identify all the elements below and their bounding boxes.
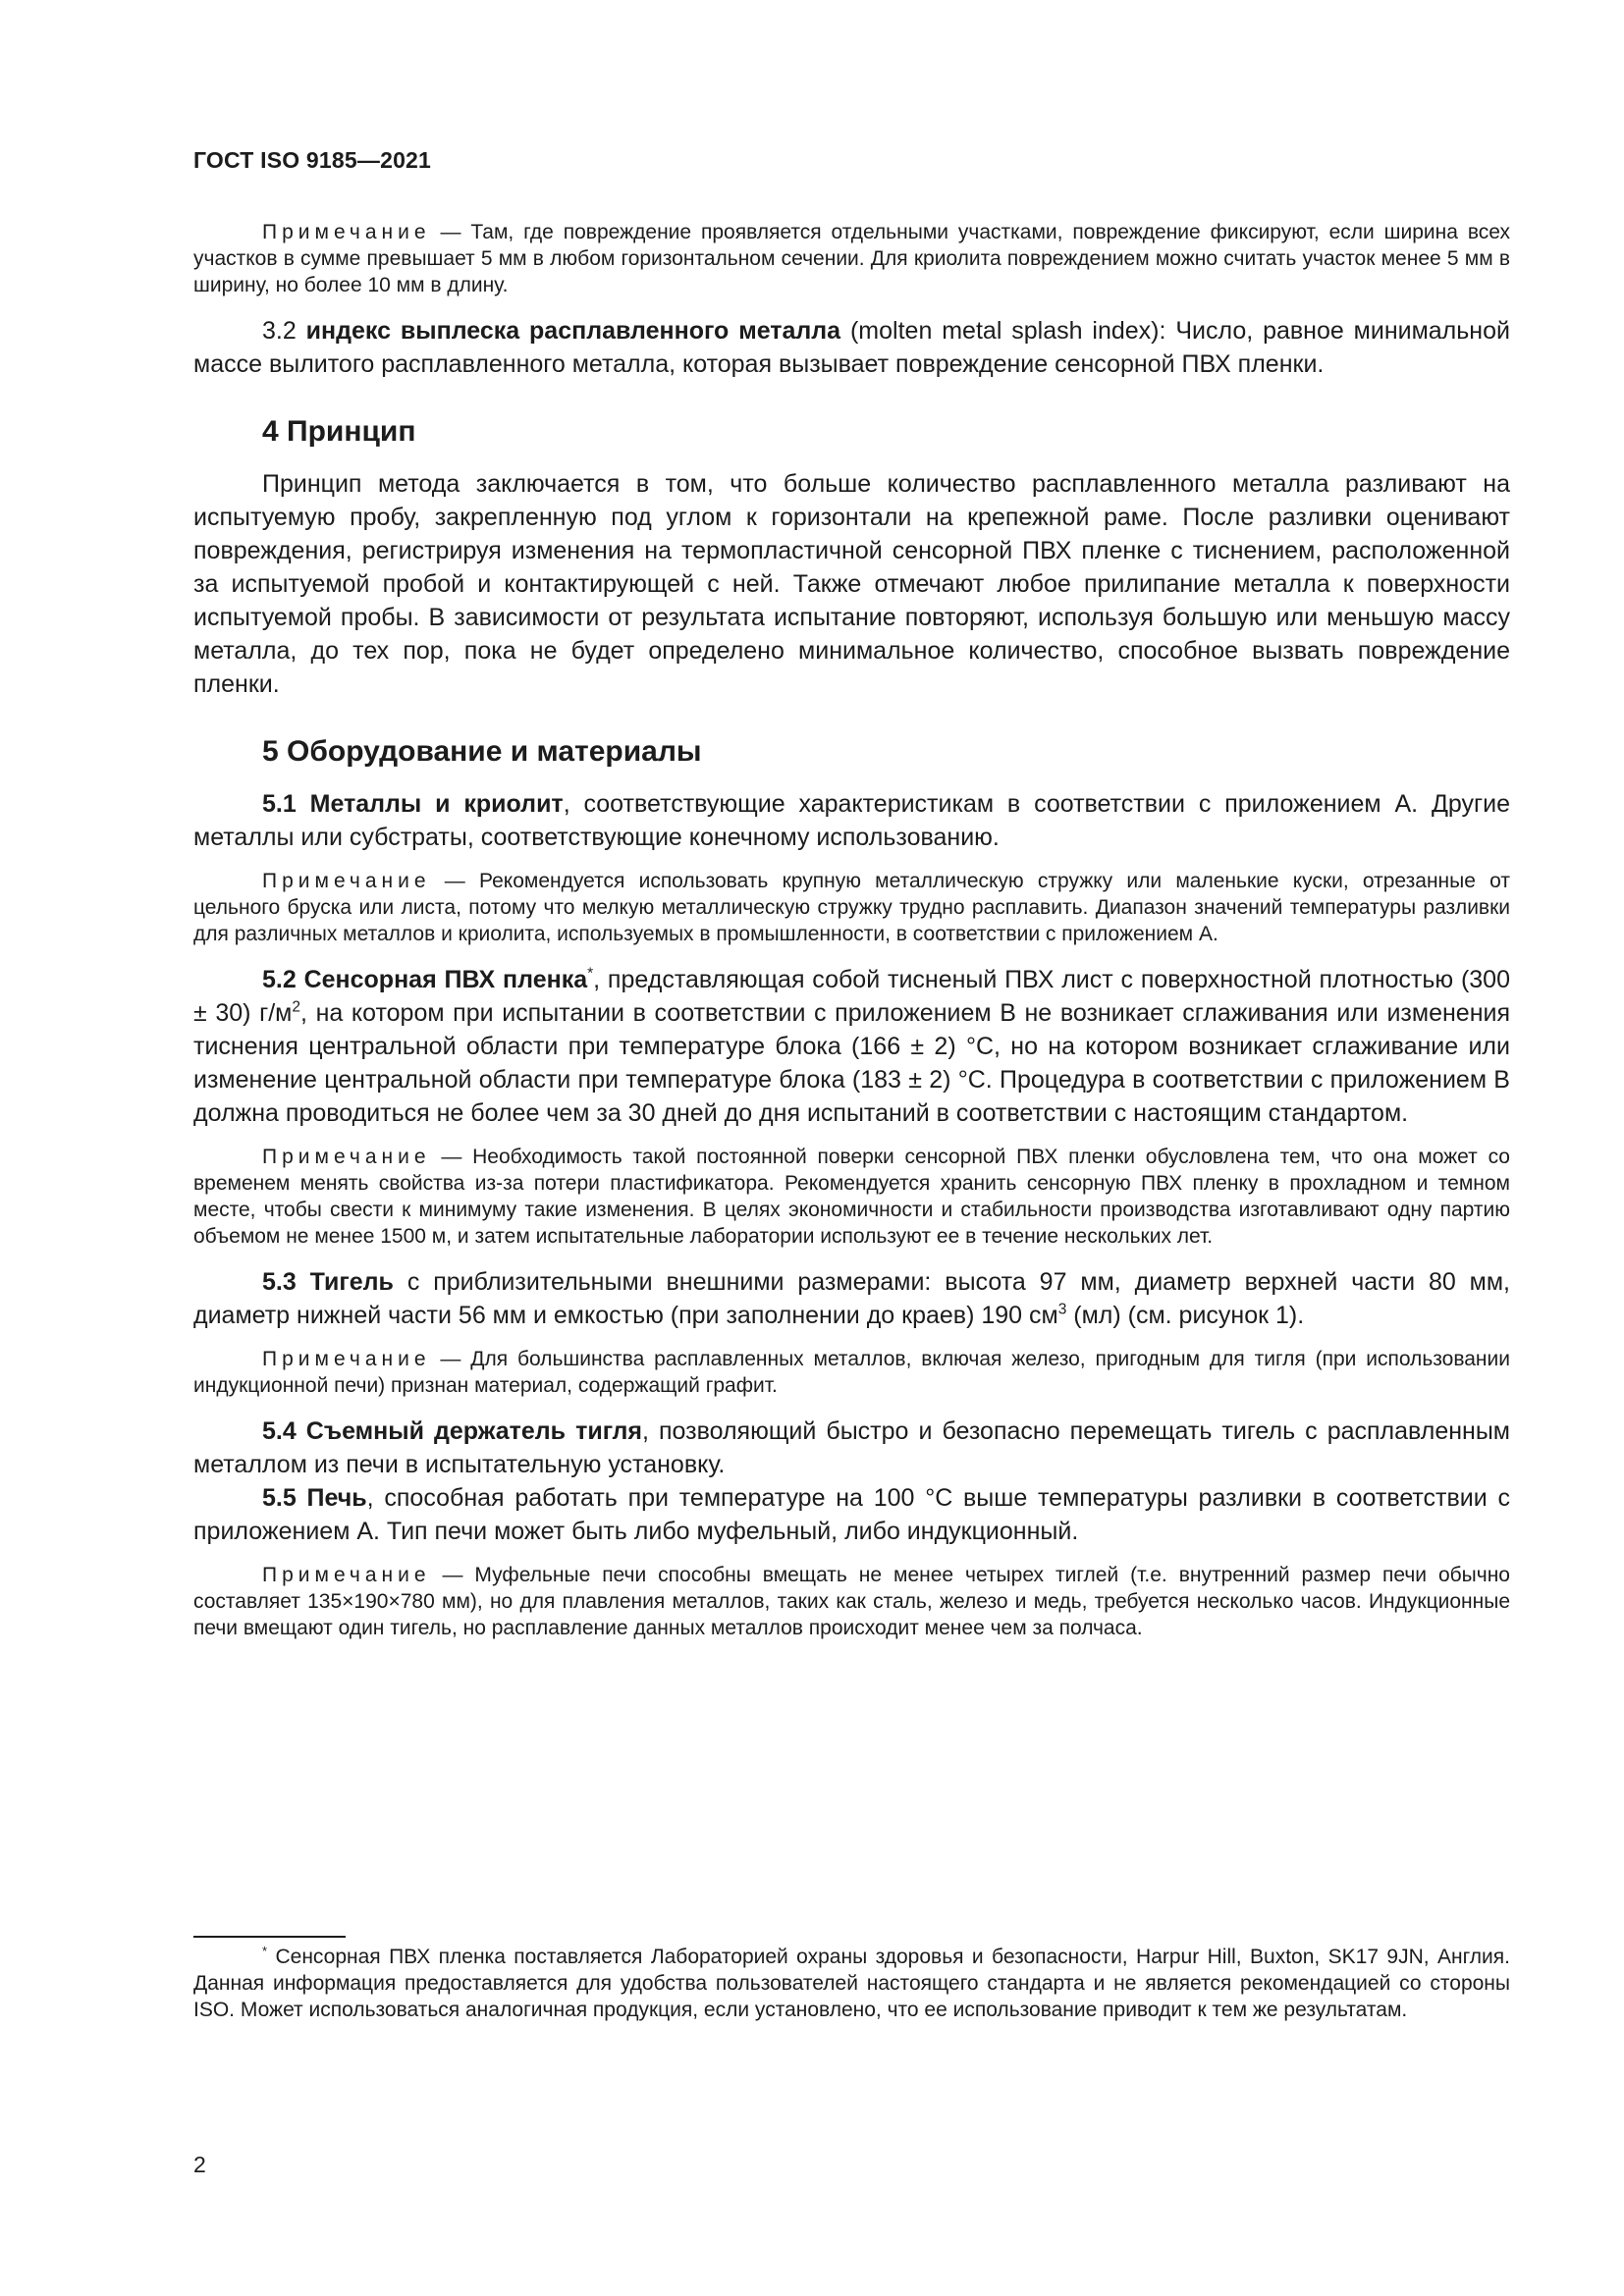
clause-5-3 bbox=[193, 1265, 1510, 1332]
clause-heading: 5.4 Съемный держатель тигля bbox=[262, 1417, 642, 1445]
clause-text: , способная работать при температуре на 100 °С выше температуры разливки в соответствии с приложением А. Тип печи может быть либо муфельный, либо индукционный. bbox=[193, 1484, 1510, 1545]
clause-text: (мл) (см. рисунок 1). bbox=[1066, 1302, 1305, 1329]
note-paragraph bbox=[193, 1144, 1510, 1250]
document-header: ГОСТ ISO 9185—2021 bbox=[193, 147, 432, 173]
term-name: индекс выплеска расплавленного металла bbox=[305, 317, 841, 345]
clause-heading: 5.3 Тигель bbox=[262, 1268, 394, 1296]
clause-text: , позволяющий быстро и безопасно перемещать тигель с расплавленным металлом из печи в испытательную установку. bbox=[193, 1417, 1510, 1478]
footnote-mark: * bbox=[587, 965, 594, 983]
note-label: Примечание bbox=[262, 1146, 431, 1168]
clause-5-2 bbox=[193, 963, 1510, 1130]
footnote-mark: * bbox=[262, 1944, 268, 1958]
note-label: Примечание bbox=[262, 1348, 431, 1370]
note-paragraph bbox=[193, 1562, 1510, 1641]
note-label: Примечание bbox=[262, 1564, 431, 1586]
superscript: 2 bbox=[292, 998, 300, 1016]
note-text: — Там, где повреждение проявляется отдельными участками, повреждение фиксируют, если ширина всех участков в сумме превышает 5 мм в любом горизонтальном сечении. Для криолита повреждением можно считать участок менее 5 мм в ширину, но более 10 мм в длину. bbox=[193, 221, 1511, 296]
superscript: 3 bbox=[1057, 1301, 1067, 1318]
note-paragraph bbox=[193, 219, 1510, 298]
document-body bbox=[193, 219, 1510, 1657]
note-paragraph bbox=[193, 868, 1510, 947]
page-number: 2 bbox=[193, 2152, 206, 2177]
clause-5-1 bbox=[193, 787, 1510, 854]
note-text: — Необходимость такой постоянной поверки сенсорной ПВХ пленки обусловлена тем, что она может со временем менять свойства из-за потери пластификатора. Рекомендуется хранить сенсорную ПВХ пленку в прохладном и темном месте, чтобы свести к минимуму такие изменения. В целях экономичности и стабильности производства изготавливают одну партию объемом не менее 1500 м, и затем испытательные лаборатории используют ее в течение нескольких лет. bbox=[193, 1146, 1510, 1248]
clause-heading: 5.2 Сенсорная ПВХ пленка bbox=[262, 966, 588, 993]
footnote-divider bbox=[193, 1936, 346, 1938]
note-paragraph bbox=[193, 1346, 1510, 1399]
clause-5-5 bbox=[193, 1481, 1510, 1548]
note-text: — Для большинства расплавленных металлов, включая железо, пригодным для тигля (при использовании индукционной печи) признан материал, содержащий графит. bbox=[193, 1348, 1510, 1397]
note-text: — Рекомендуется использовать крупную металлическую стружку или маленькие куски, отрезанные от цельного бруска или листа, потому что мелкую металлическую стружку трудно расплавить. Диапазон значений температуры разливки для различных металлов и криолита, используемых в промышленности, в соответствии с приложением А. bbox=[193, 870, 1510, 945]
clause-text: с приблизительными внешними размерами: высота 97 мм, диаметр верхней части 80 мм, диаметр нижней части 56 мм и емкостью (при заполнении до краев) 190 см bbox=[193, 1268, 1510, 1329]
term-definition bbox=[193, 314, 1510, 381]
section-4-text: Принцип метода заключается в том, что больше количество расплавленного металла разливают на испытуемую пробу, закрепленную под углом к горизонтали на крепежной раме. После разливки оценивают повреждения, регистрируя изменения на термопластичной сенсорной ПВХ пленке с тиснением, расположенной за испытуемой пробой и контактирующей с ней. Также отмечают любое прилипание металла к поверхности испытуемой пробы. В зависимости от результата испытание повторяют, используя большую или меньшую массу металла, до тех пор, пока не будет определено минимальное количество, способное вызвать повреждение пленки. bbox=[193, 470, 1510, 698]
note-label: Примечание bbox=[262, 870, 431, 892]
footnote bbox=[193, 1944, 1510, 2023]
footnote-text: Сенсорная ПВХ пленка поставляется Лабораторией охраны здоровья и безопасности, Harpur Hill, Buxton, SK17 9JN, Англия. Данная информация предоставляется для удобства пользователей настоящего стандарта и не является рекомендацией со стороны ISO. Может использоваться аналогичная продукция, если установлено, что ее использование приводит к тем же результатам. bbox=[193, 1946, 1510, 2021]
clause-heading: 5.1 Металлы и криолит bbox=[262, 790, 564, 818]
clause-5-4 bbox=[193, 1415, 1510, 1481]
term-text: (molten metal splash index): Число, равное минимальной массе вылитого расплавленного металла, которая вызывает повреждение сенсорной ПВХ пленки. bbox=[193, 317, 1510, 378]
section-heading-5: 5 Оборудование и материалы bbox=[262, 735, 702, 768]
section-heading-4: 4 Принцип bbox=[262, 415, 416, 448]
clause-text: , на котором при испытании в соответствии с приложением В не возникает сглаживания или изменения тиснения центральной области при температуре блока (166 ± 2) °С, но на котором возникает сглаживание или изменение центральной области при температуре блока (183 ± 2) °С. Процедура в соответствии с приложением В должна проводиться не более чем за 30 дней до дня испытаний в соответствии с настоящим стандартом. bbox=[193, 999, 1511, 1127]
note-text: — Муфельные печи способны вмещать не менее четырех тиглей (т.е. внутренний размер печи обычно составляет 135×190×780 мм), но для плавления металлов, таких как сталь, железо и медь, требуется несколько часов. Индукционные печи вмещают один тигель, но расплавление данных металлов происходит менее чем за полчаса. bbox=[193, 1564, 1510, 1639]
clause-heading: 5.5 Печь bbox=[262, 1484, 367, 1512]
note-label: Примечание bbox=[262, 221, 431, 243]
clause-text: , соответствующие характеристикам в соответствии с приложением А. Другие металлы или субстраты, соответствующие конечному использованию. bbox=[193, 790, 1510, 851]
term-number: 3.2 bbox=[262, 317, 297, 345]
clause-text: , представляющая собой тисненый ПВХ лист с поверхностной плотностью (300 ± 30) г/м bbox=[193, 966, 1510, 1027]
